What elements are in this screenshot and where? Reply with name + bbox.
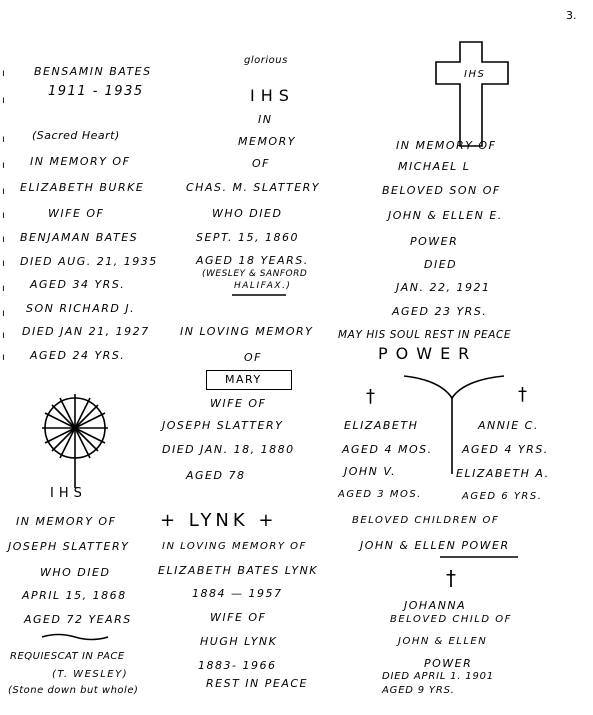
johanna-died: DIED APRIL 1. 1901: [382, 671, 494, 682]
beloved-son: BELOVED SON OF: [382, 184, 501, 197]
margin-tick: ı: [2, 283, 5, 294]
sacred-heart: (Sacred Heart): [32, 129, 120, 142]
underline: [232, 292, 288, 298]
margin-tick: ı: [2, 234, 5, 245]
ihs-monogram: IHS: [50, 486, 87, 501]
children-parents: JOHN & ELLEN POWER: [360, 539, 510, 552]
power-header: POWER: [378, 344, 478, 363]
stone-place: HALIFAX.): [234, 281, 292, 291]
johanna-beloved: BELOVED CHILD OF: [390, 614, 512, 625]
outline-cross-icon: [432, 40, 512, 150]
michael-aged: AGED 23 YRS.: [392, 305, 488, 318]
johanna-aged: AGED 9 YRS.: [382, 685, 455, 696]
page-number: 3.: [566, 9, 577, 22]
lynk-header: + LYNK +: [160, 510, 278, 531]
of-2: OF: [244, 351, 262, 364]
margin-tick: ı: [2, 186, 5, 197]
cross-mark-icon: †: [518, 384, 529, 405]
chas-aged: AGED 18 YEARS.: [196, 254, 309, 267]
may-his-soul: MAY HIS SOUL REST IN PEACE: [338, 329, 512, 341]
mary-name: MARY: [225, 373, 262, 386]
stone-maker: (WESLEY & SANFORD: [202, 269, 308, 279]
beloved-children: BELOVED CHILDREN OF: [352, 515, 500, 526]
johanna-parents: JOHN & ELLEN: [398, 636, 488, 647]
son-name: SON RICHARD J.: [26, 302, 136, 315]
wife-of: WIFE OF: [210, 397, 267, 410]
elizabeth-a-power: ELIZABETH A.: [456, 467, 550, 480]
john-power: JOHN V.: [344, 465, 397, 478]
john-aged: AGED 3 MOS.: [338, 489, 422, 500]
michael-name: MICHAEL L: [398, 160, 471, 173]
margin-tick: ı: [2, 330, 5, 341]
ihs-monogram: IHS: [250, 86, 295, 105]
memory: MEMORY: [238, 135, 296, 148]
in: IN: [258, 113, 273, 126]
died-date: DIED AUG. 21, 1935: [20, 255, 158, 268]
aged: AGED 34 YRS.: [30, 278, 126, 291]
cross-mark-icon: †: [366, 386, 377, 407]
in-memory-of: IN MEMORY OF: [30, 155, 131, 168]
glory-script: glorious: [244, 55, 288, 66]
slattery-date: APRIL 15, 1868: [22, 589, 127, 602]
deceased-name: ELIZABETH BURKE: [20, 181, 145, 194]
elizabeth-bates-lynk: ELIZABETH BATES LYNK: [158, 564, 319, 577]
requiescat: REQUIESCAT IN PACE: [10, 651, 125, 662]
died: DIED: [424, 258, 458, 271]
annie-aged: AGED 4 YRS.: [462, 443, 549, 456]
joseph-slattery: JOSEPH SLATTERY: [162, 419, 284, 432]
margin-tick: ı: [2, 258, 5, 269]
who-died: WHO DIED: [40, 566, 111, 579]
stone-maker: (T. WESLEY): [52, 669, 129, 680]
in-memory-of: IN MEMORY OF: [396, 139, 497, 152]
sunburst-cross-icon: [30, 390, 120, 490]
mary-died: DIED JAN. 18, 1880: [162, 443, 295, 456]
stone-note: (Stone down but whole): [8, 685, 139, 696]
margin-tick: ı: [2, 95, 5, 106]
elizabeth-a-aged: AGED 6 YRS.: [462, 491, 543, 502]
elizabeth-years: 1884 — 1957: [192, 587, 283, 600]
underline: [440, 554, 520, 560]
chas-slattery: CHAS. M. SLATTERY: [186, 181, 321, 194]
annie-power: ANNIE C.: [478, 419, 539, 432]
margin-tick: ı: [2, 308, 5, 319]
slattery-name: JOSEPH SLATTERY: [8, 540, 130, 553]
power-surname: POWER: [410, 235, 459, 248]
elizabeth-power: ELIZABETH: [344, 419, 419, 432]
wife-of-2: WIFE OF: [210, 611, 267, 624]
son-died: DIED JAN 21, 1927: [22, 325, 150, 338]
parents: JOHN & ELLEN E.: [388, 209, 503, 222]
of: OF: [252, 157, 270, 170]
who-died: WHO DIED: [212, 207, 283, 220]
in-loving-memory-of: IN LOVING MEMORY OF: [162, 541, 307, 552]
chas-date: SEPT. 15, 1860: [196, 231, 299, 244]
elizabeth-aged: AGED 4 MOS.: [342, 443, 433, 456]
margin-tick: ı: [2, 210, 5, 221]
johanna-power: POWER: [424, 657, 473, 670]
cross-mark-icon: †: [446, 566, 458, 590]
slattery-aged: AGED 72 YEARS: [24, 613, 132, 626]
margin-tick: ı: [2, 134, 5, 145]
margin-tick: ı: [2, 160, 5, 171]
johanna-name: JOHANNA: [404, 599, 467, 612]
mary-name-box: [206, 370, 292, 390]
in-memory-of-2: IN MEMORY OF: [16, 515, 117, 528]
rest-in-peace: REST IN PEACE: [206, 677, 308, 690]
hugh-lynk: HUGH LYNK: [200, 635, 278, 648]
hugh-years: 1883- 1966: [198, 659, 277, 672]
margin-tick: ı: [2, 68, 5, 79]
michael-date: JAN. 22, 1921: [396, 281, 491, 294]
mary-aged: AGED 78: [186, 469, 246, 482]
cross-ihs: IHS: [464, 69, 486, 80]
bates-name: BENSAMIN BATES: [34, 65, 152, 78]
flourish-line: [40, 632, 110, 642]
wife-of: WIFE OF: [48, 207, 105, 220]
bates-years: 1911 - 1935: [48, 84, 144, 99]
husband-name: BENJAMAN BATES: [20, 231, 139, 244]
margin-tick: ı: [2, 352, 5, 363]
in-loving-memory: IN LOVING MEMORY: [180, 325, 314, 338]
son-aged: AGED 24 YRS.: [30, 349, 126, 362]
